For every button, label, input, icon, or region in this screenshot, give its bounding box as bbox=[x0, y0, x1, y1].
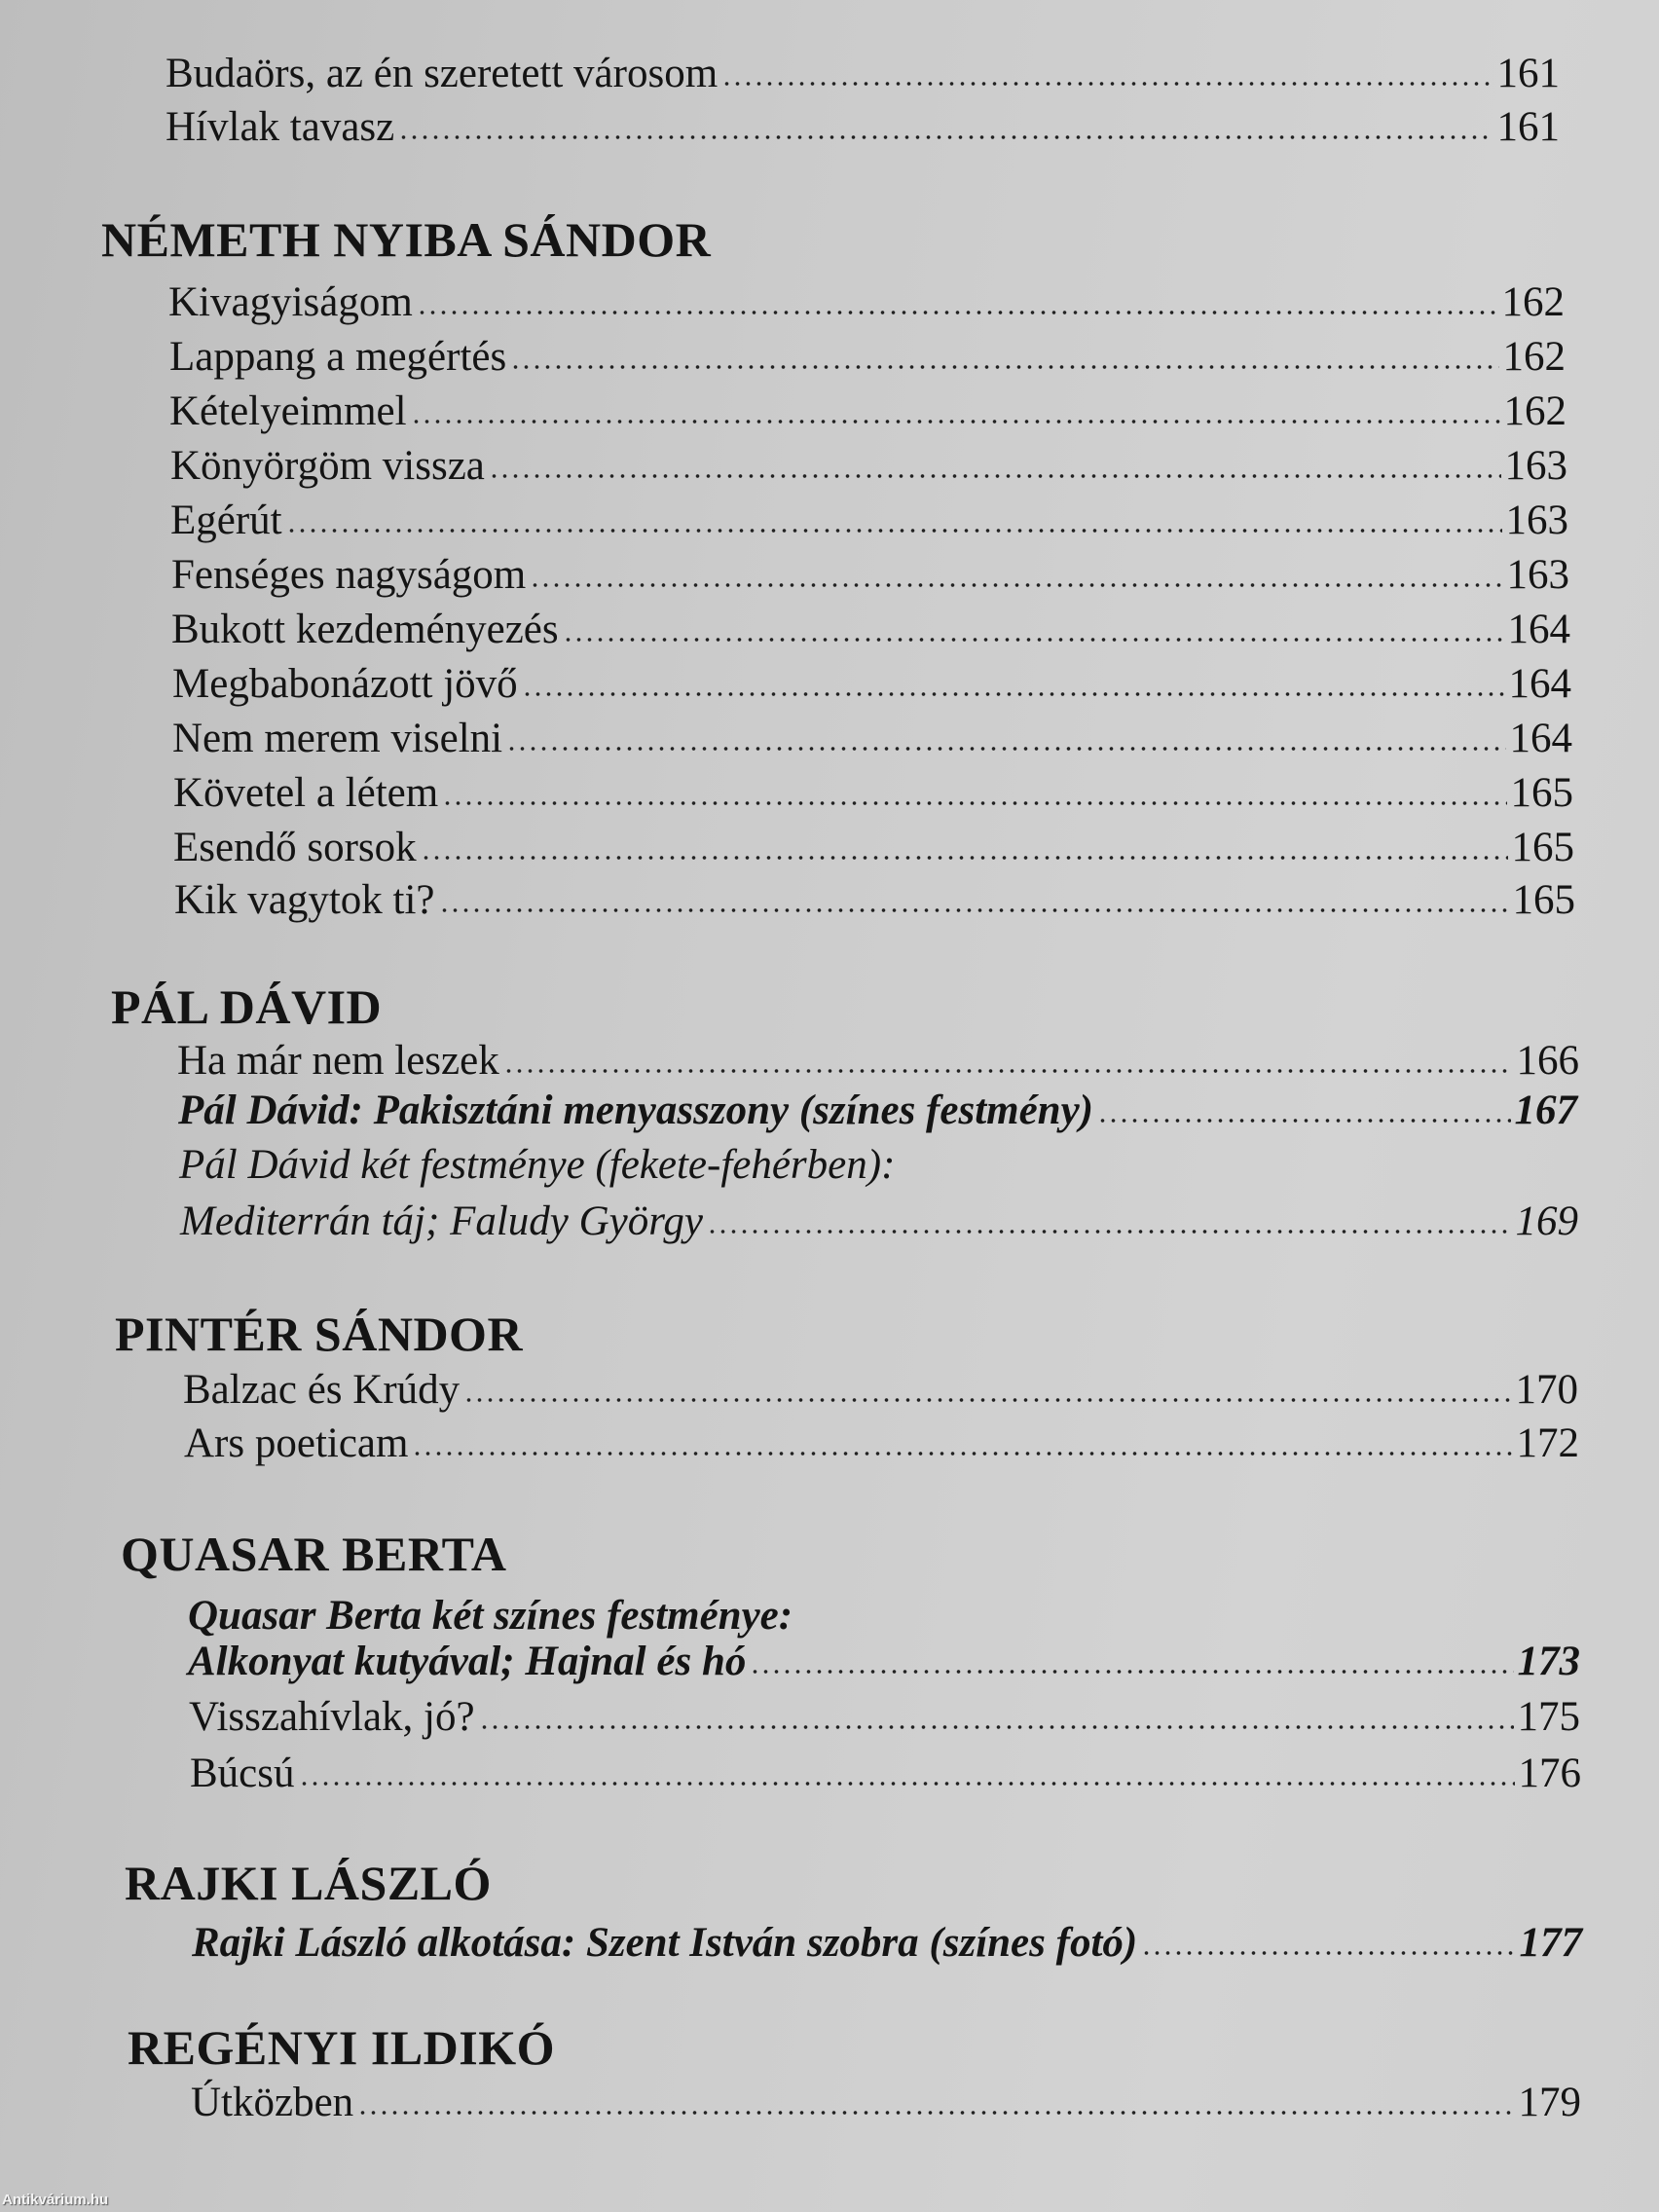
entry-page: 173 bbox=[1517, 1639, 1580, 1684]
toc-entry bbox=[173, 825, 1574, 871]
entry-title: Quasar Berta két színes festménye: bbox=[188, 1593, 793, 1639]
entry-page: 179 bbox=[1518, 2080, 1581, 2125]
entry-title: Pál Dávid: Pakisztáni menyasszony (színes festmény) bbox=[178, 1088, 1093, 1133]
toc-entry bbox=[174, 877, 1575, 924]
entry-title: Könyörgöm vissza bbox=[170, 443, 485, 489]
dot-leader bbox=[286, 528, 1502, 534]
dot-leader bbox=[421, 855, 1508, 861]
toc-entry bbox=[178, 1088, 1577, 1134]
toc-entry bbox=[170, 443, 1567, 490]
toc-entry bbox=[190, 1751, 1581, 1797]
dot-leader bbox=[506, 746, 1505, 752]
entry-page: 162 bbox=[1503, 388, 1567, 434]
toc-entry bbox=[170, 498, 1568, 544]
author-heading: PINTÉR SÁNDOR bbox=[115, 1307, 524, 1361]
dot-leader bbox=[299, 1781, 1515, 1787]
entry-page: 167 bbox=[1514, 1088, 1577, 1133]
entry-title: Útközben bbox=[191, 2080, 354, 2125]
entry-title: Balzac és Krúdy bbox=[183, 1367, 461, 1413]
dot-leader bbox=[750, 1669, 1513, 1675]
dot-leader bbox=[721, 81, 1493, 87]
entry-title: Kik vagytok ti? bbox=[174, 877, 435, 923]
entry-page: 161 bbox=[1496, 104, 1560, 150]
entry-title: Ars poeticam bbox=[184, 1420, 409, 1466]
entry-page: 165 bbox=[1511, 825, 1574, 870]
entry-page: 163 bbox=[1505, 498, 1568, 543]
toc-entry bbox=[172, 661, 1571, 708]
toc-entry bbox=[166, 104, 1560, 151]
toc-entry bbox=[189, 1694, 1580, 1741]
toc-entry bbox=[188, 1639, 1580, 1685]
entry-page: 169 bbox=[1515, 1198, 1578, 1244]
entry-page: 164 bbox=[1509, 716, 1572, 761]
dot-leader bbox=[1141, 1950, 1515, 1956]
entry-page: 164 bbox=[1508, 661, 1571, 707]
toc-entry bbox=[180, 1198, 1578, 1245]
entry-title: Lappang a megértés bbox=[169, 334, 507, 380]
entry-page: 172 bbox=[1516, 1420, 1579, 1466]
entry-title: Visszahívlak, jó? bbox=[189, 1694, 475, 1740]
entry-page: 170 bbox=[1515, 1367, 1578, 1413]
entry-title: Fenséges nagyságom bbox=[171, 552, 527, 598]
entry-page: 161 bbox=[1496, 51, 1560, 96]
dot-leader bbox=[442, 800, 1506, 806]
entry-title: Alkonyat kutyával; Hajnal és hó bbox=[188, 1639, 747, 1684]
toc-entry bbox=[191, 2080, 1581, 2126]
entry-title: Budaörs, az én szeretett városom bbox=[166, 51, 719, 96]
entry-title: Nem merem viselni bbox=[172, 716, 503, 761]
entry-title: Egérút bbox=[170, 498, 282, 543]
dot-leader bbox=[411, 419, 1500, 424]
dot-leader bbox=[522, 691, 1505, 697]
watermark: Antikvárium.hu bbox=[2, 2192, 109, 2208]
dot-leader bbox=[439, 907, 1509, 913]
dot-leader bbox=[503, 1068, 1513, 1074]
dot-leader bbox=[489, 473, 1501, 479]
dot-leader bbox=[530, 582, 1502, 588]
dot-leader bbox=[510, 364, 1498, 370]
entry-title: Követel a létem bbox=[173, 770, 439, 816]
author-heading: NÉMETH NYIBA SÁNDOR bbox=[101, 212, 712, 267]
toc-entry bbox=[183, 1367, 1578, 1414]
entry-title: Pál Dávid két festménye (fekete-fehérben): bbox=[179, 1142, 896, 1188]
entry-page: 164 bbox=[1507, 607, 1570, 652]
toc-entry bbox=[179, 1142, 1578, 1189]
toc-entry bbox=[171, 552, 1569, 599]
dot-leader bbox=[479, 1724, 1514, 1730]
entry-title: Kételyeimmel bbox=[169, 388, 407, 434]
dot-leader bbox=[417, 310, 1498, 315]
dot-leader bbox=[563, 637, 1504, 643]
entry-page: 163 bbox=[1504, 443, 1567, 489]
author-heading: QUASAR BERTA bbox=[121, 1527, 507, 1581]
entry-page: 163 bbox=[1506, 552, 1569, 598]
entry-title: Hívlak tavasz bbox=[166, 104, 395, 150]
toc-entry bbox=[169, 334, 1566, 381]
entry-title: Rajki László alkotása: Szent István szobra (színes fotó) bbox=[192, 1920, 1138, 1966]
entry-page: 166 bbox=[1516, 1038, 1579, 1084]
entry-title: Kivagyiságom bbox=[168, 279, 413, 325]
toc-entry bbox=[184, 1420, 1579, 1467]
dot-leader bbox=[463, 1397, 1511, 1403]
dot-leader bbox=[398, 134, 1493, 140]
dot-leader bbox=[1097, 1118, 1511, 1124]
entry-page: 162 bbox=[1502, 334, 1566, 380]
entry-page: 162 bbox=[1501, 279, 1565, 325]
entry-title: Bukott kezdeményezés bbox=[171, 607, 559, 652]
toc-entry bbox=[166, 51, 1560, 97]
toc-entry bbox=[192, 1920, 1582, 1967]
author-heading: RAJKI LÁSZLÓ bbox=[125, 1856, 492, 1910]
dot-leader bbox=[412, 1451, 1512, 1456]
toc-entry bbox=[177, 1038, 1579, 1085]
dot-leader bbox=[707, 1229, 1512, 1235]
entry-page: 165 bbox=[1512, 877, 1575, 923]
author-heading: REGÉNYI ILDIKÓ bbox=[128, 2020, 556, 2075]
toc-entry bbox=[168, 279, 1565, 326]
author-heading: PÁL DÁVID bbox=[111, 979, 383, 1034]
entry-title: Mediterrán táj; Faludy György bbox=[180, 1198, 703, 1244]
entry-page: 176 bbox=[1518, 1751, 1581, 1796]
entry-page: 177 bbox=[1519, 1920, 1582, 1966]
toc-entry bbox=[172, 716, 1572, 762]
entry-title: Búcsú bbox=[190, 1751, 295, 1796]
entry-page: 165 bbox=[1510, 770, 1573, 816]
entry-page: 175 bbox=[1517, 1694, 1580, 1740]
toc-entry bbox=[169, 388, 1567, 435]
entry-title: Megbabonázott jövő bbox=[172, 661, 518, 707]
entry-title: Ha már nem leszek bbox=[177, 1038, 499, 1084]
toc-entry bbox=[188, 1593, 1580, 1640]
toc-entry bbox=[171, 607, 1570, 653]
dot-leader bbox=[357, 2110, 1514, 2116]
entry-title: Esendő sorsok bbox=[173, 825, 417, 870]
toc-entry bbox=[173, 770, 1573, 817]
